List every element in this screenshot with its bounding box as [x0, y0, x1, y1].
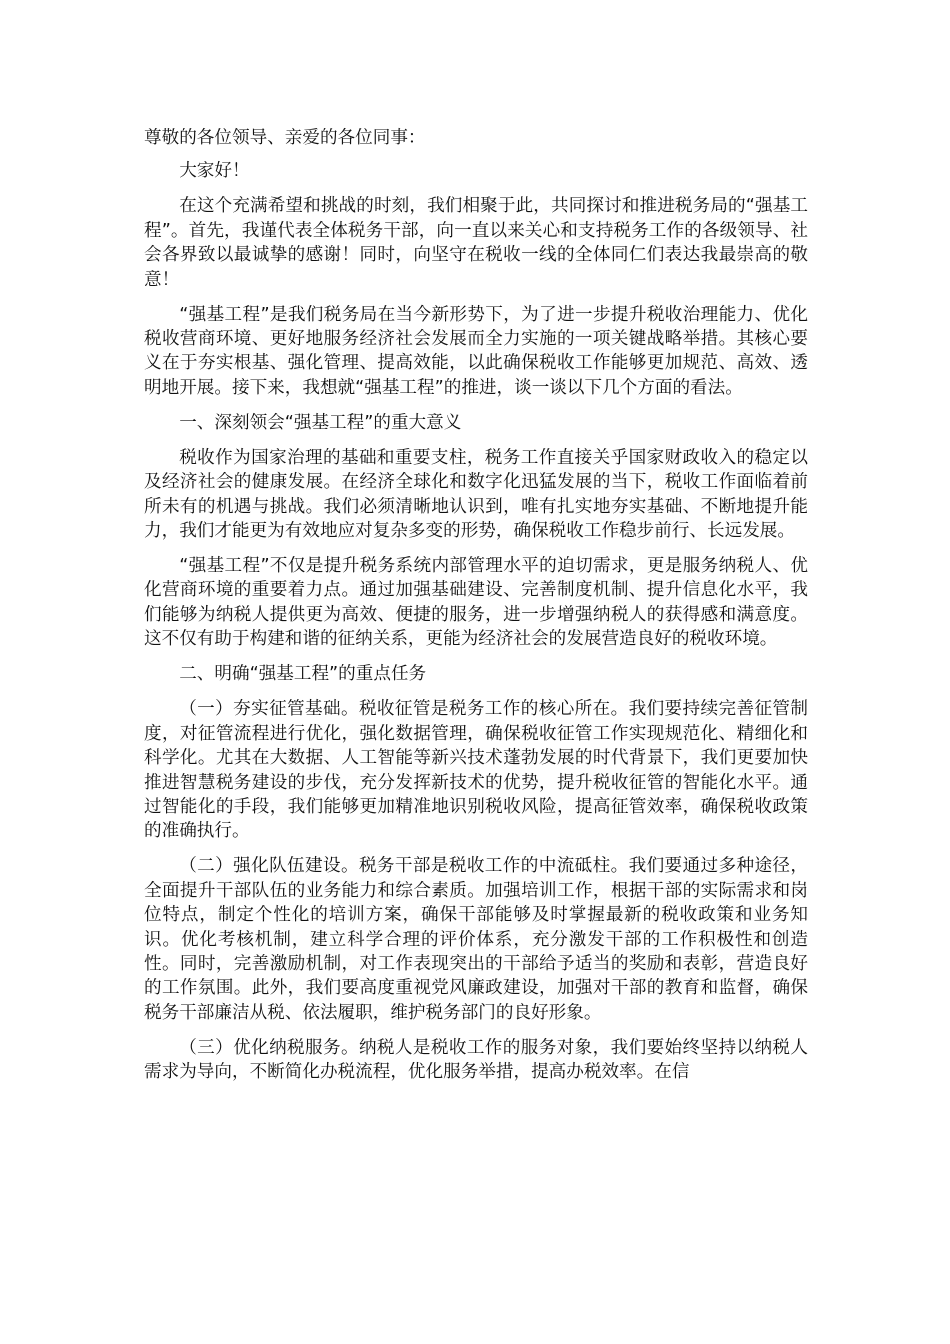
speech-document	[144, 126, 808, 1095]
paragraph-significance-2: “强基工程”不仅是提升税务系统内部管理水平的迫切需求，更是服务纳税人、优化营商环境的重要着力点。通过加强基础建设、完善制度机制、提升信息化水平，我们能够为纳税人提供更为高效、便捷的服务，进一步增强纳税人的获得感和满意度。这不仅有助于构建和谐的征纳关系，更能为经济社会的发展营造良好的税收环境。	[144, 556, 808, 650]
paragraph-intro-strong-foundation: “强基工程”是我们税务局在当今新形势下，为了进一步提升税收治理能力、优化税收营商环境、更好地服务经济社会发展而全力实施的一项关键战略举措。其核心要义在于夯实根基、强化管理、提高效能，以此确保税收工作能够更加规范、高效、透明地开展。接下来，我想就“强基工程”的推进，谈一谈以下几个方面的看法。	[144, 304, 808, 398]
paragraph-task-3: （三）优化纳税服务。纳税人是税收工作的服务对象，我们要始终坚持以纳税人需求为导向，不断简化办税流程，优化服务举措，提高办税效率。在信	[144, 1037, 808, 1083]
paragraph-significance-1: 税收作为国家治理的基础和重要支柱，税务工作直接关乎国家财政收入的稳定以及经济社会的健康发展。在经济全球化和数字化迅猛发展的当下，税收工作面临着前所未有的机遇与挑战。我们必须清晰地认识到，唯有扎实地夯实基础、不断地提升能力，我们才能更为有效地应对复杂多变的形势，确保税收工作稳步前行、长远发展。	[144, 447, 808, 542]
paragraph-task-2: （二）强化队伍建设。税务干部是税收工作的中流砥柱。我们要通过多种途径，全面提升干部队伍的业务能力和综合素质。加强培训工作，根据干部的实际需求和岗位特点，制定个性化的培训方案，确保干部能够及时掌握最新的税收政策和业务知识。优化考核机制，建立科学合理的评价体系，充分激发干部的工作积极性和创造性。同时，完善激励机制，对工作表现突出的干部给予适当的奖励和表彰，营造良好的工作氛围。此外，我们要高度重视党风廉政建设，加强对干部的教育和监督，确保税务干部廉洁从税、依法履职，维护税务部门的良好形象。	[144, 856, 808, 1023]
salutation: 尊敬的各位领导、亲爱的各位同事：	[144, 128, 426, 148]
paragraph-opening: 在这个充满希望和挑战的时刻，我们相聚于此，共同探讨和推进税务局的“强基工程”。首先，我谨代表全体税务干部，向一直以来关心和支持税务工作的各级领导、社会各界致以最诚挚的感谢！同时，向坚守在税收一线的全体同仁们表达我最崇高的敬意！	[144, 196, 808, 290]
section-heading-1: 一、深刻领会“强基工程”的重大意义	[179, 412, 462, 433]
paragraph-task-1: （一）夯实征管基础。税收征管是税务工作的核心所在。我们要持续完善征管制度，对征管流程进行优化，强化数据管理，确保税收征管工作实现规范化、精细化和科学化。尤其在大数据、人工智能等新兴技术蓬勃发展的时代背景下，我们更要加快推进智慧税务建设的步伐，充分发挥新技术的优势，提升税收征管的智能化水平。通过智能化的手段，我们能够更加精准地识别税收风险，提高征管效率，确保税收政策的准确执行。	[144, 699, 808, 842]
section-heading-2: 二、明确“强基工程”的重点任务	[179, 664, 427, 685]
greeting: 大家好！	[179, 161, 250, 182]
